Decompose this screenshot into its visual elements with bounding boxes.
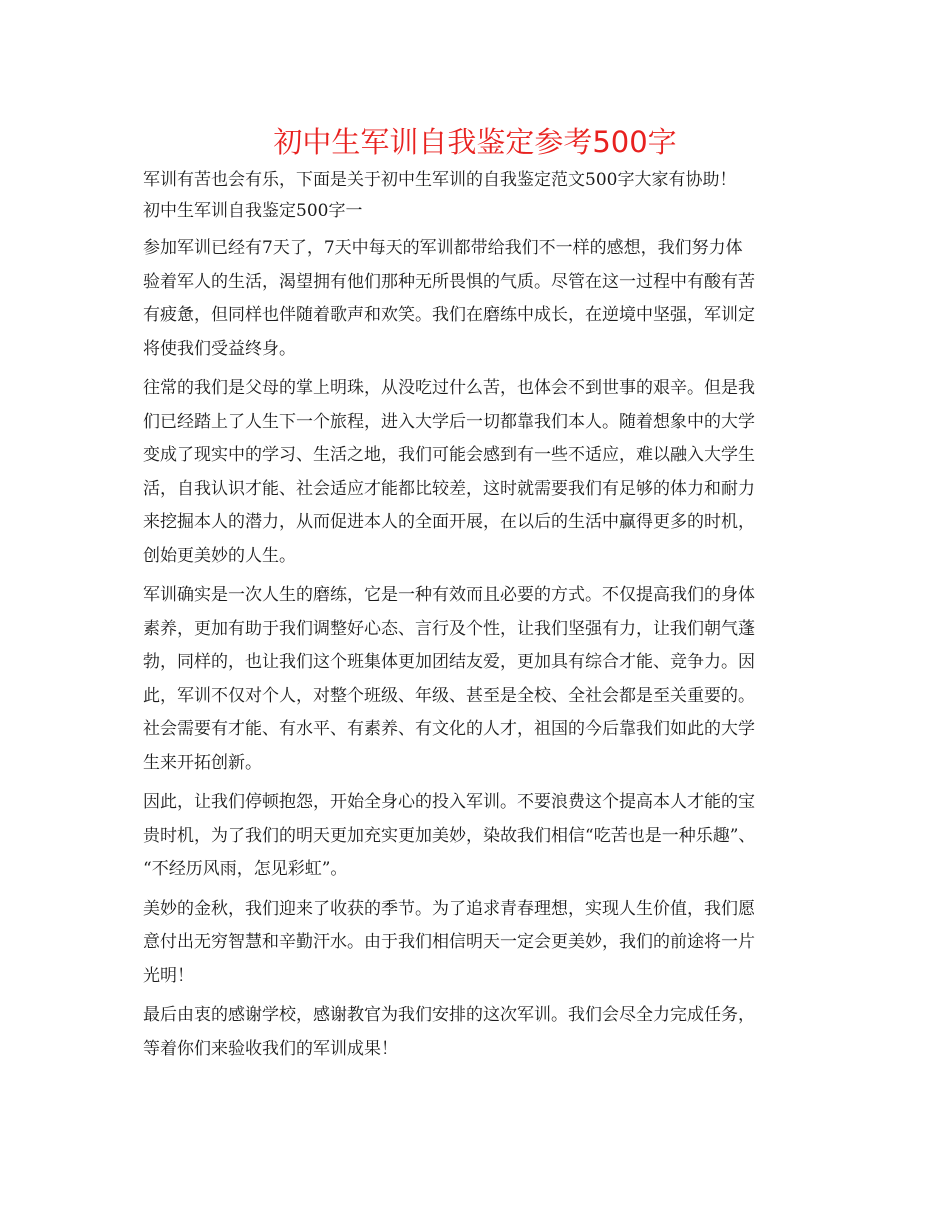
paragraph-line: 往常的我们是父母的掌上明珠，从没吃过什么苦，也体会不到世事的艰辛。但是我	[143, 378, 755, 398]
paragraph-2	[143, 372, 823, 573]
paragraph-6	[143, 999, 823, 1066]
paragraph-line: 社会需要有才能、有水平、有素养、有文化的人才，祖国的今后靠我们如此的大学	[143, 719, 755, 739]
document-body	[143, 163, 823, 1072]
paragraph-line: 生来开拓创新。	[143, 752, 262, 773]
paragraph-line: 因此，让我们停顿抱怨，开始全身心的投入军训。不要浪费这个提高本人才能的宝	[143, 792, 755, 812]
paragraph-line: 最后由衷的感谢学校，感谢教官为我们安排的这次军训。我们会尽全力完成任务，	[143, 1005, 755, 1025]
paragraph-line: 们已经踏上了人生下一个旅程，进入大学后一切都靠我们本人。随着想象中的大学	[143, 411, 755, 432]
paragraph-line: 此，军训不仅对个人，对整个班级、年级、甚至是全校、全社会都是至关重要的。	[143, 685, 755, 706]
paragraph-line: 等着你们来验收我们的军训成果！	[143, 1038, 398, 1059]
section-subtitle: 初中生军训自我鉴定500字一	[143, 201, 363, 221]
paragraph-line: 创始更美妙的人生。	[143, 545, 296, 566]
paragraph-line: 有疲惫，但同样也伴随着歌声和欢笑。我们在磨练中成长，在逆境中坚强，军训定	[143, 305, 755, 325]
paragraph-5	[143, 893, 823, 994]
paragraph-line: 将使我们受益终身。	[143, 338, 296, 359]
intro-block	[143, 163, 823, 224]
intro-text: 军训有苦也会有乐，下面是关于初中生军训的自我鉴定范文500字大家有协助！	[143, 170, 737, 190]
document-title: 初中生军训自我鉴定参考500字	[273, 125, 677, 159]
paragraph-line: 变成了现实中的学习、生活之地，我们可能会感到有一些不适应，难以融入大学生	[143, 445, 755, 465]
paragraph-line: 军训确实是一次人生的磨练，它是一种有效而且必要的方式。不仅提高我们的身体	[143, 585, 755, 605]
paragraph-line: 验着军人的生活，渴望拥有他们那种无所畏惧的气质。尽管在这一过程中有酸有苦	[143, 271, 755, 292]
paragraph-3	[143, 579, 823, 780]
paragraph-line: 素养，更加有助于我们调整好心态、言行及个性，让我们坚强有力，让我们朝气蓬	[143, 618, 755, 639]
paragraph-line: 美妙的金秋，我们迎来了收获的季节。为了追求青春理想，实现人生价值，我们愿	[143, 898, 755, 919]
paragraph-line: “不经历风雨，怎见彩虹”。	[143, 859, 348, 879]
paragraph-line: 勃，同样的，也让我们这个班集体更加团结友爱，更加具有综合才能、竞争力。因	[143, 652, 755, 672]
paragraph-4	[143, 786, 823, 887]
paragraph-line: 光明！	[143, 965, 194, 986]
paragraph-line: 来挖掘本人的潜力，从而促进本人的全面开展，在以后的生活中赢得更多的时机，	[143, 512, 755, 532]
paragraph-line: 活，自我认识才能、社会适应才能都比较差，这时就需要我们有足够的体力和耐力	[143, 478, 755, 499]
paragraph-1	[143, 232, 823, 366]
paragraph-line: 参加军训已经有7天了，7天中每天的军训都带给我们不一样的感想，我们努力体	[143, 238, 743, 258]
paragraph-line: 贵时机，为了我们的明天更加充实更加美妙，染故我们相信“吃苦也是一种乐趣”、	[143, 825, 756, 846]
paragraph-line: 意付出无穷智慧和辛勤汗水。由于我们相信明天一定会更美妙，我们的前途将一片	[143, 932, 755, 952]
